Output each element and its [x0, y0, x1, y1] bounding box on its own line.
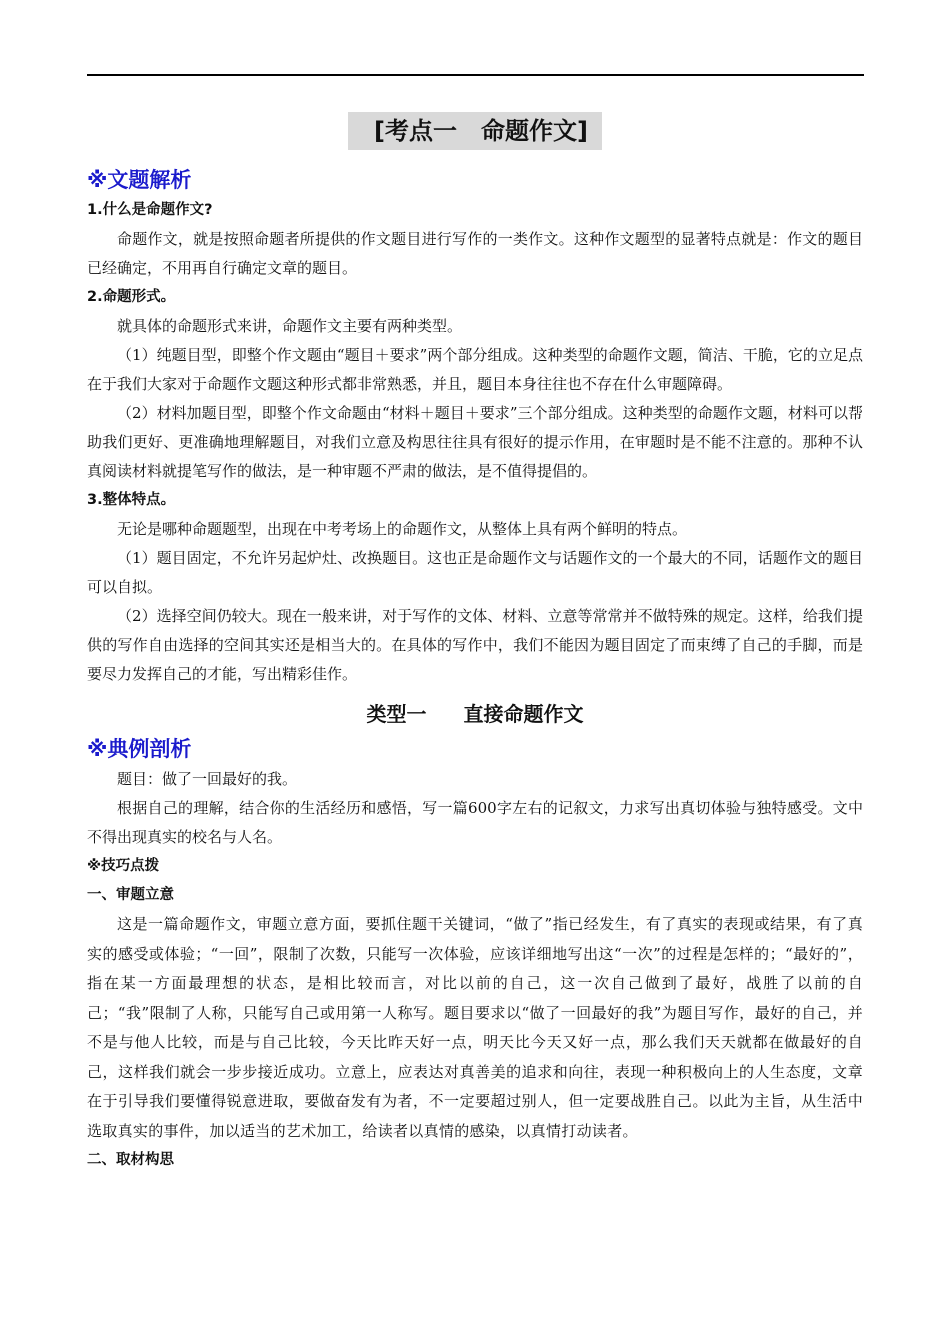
page-title-wrap — [87, 112, 863, 152]
tips-heading: ※技巧点拨 — [87, 858, 160, 874]
q3-paragraph: 无论是哪种命题题型，出现在中考考场上的命题作文，从整体上具有两个鲜明的特点。 — [117, 520, 688, 538]
q2-paragraph: （2）材料加题目型，即整个作文命题由“材料＋题目＋要求”三个部分组成。这种类型的命题作文题，材料可以帮助我们更好、更准确地理解题目，对我们立意及构思往往具有很好的提示作用，在审题时是不能不注意的。那种不认真阅读材料就提笔写作的做法，是一种审题不严肃的做法，是不值得提倡的。 — [87, 404, 863, 480]
example-paragraph: 题目：做了一回最好的我。 — [117, 770, 298, 788]
q2-heading: 2.命题形式。 — [87, 289, 176, 305]
q2-paragraph: （1）纯题目型，即整个作文题由“题目＋要求”两个部分组成。这种类型的命题作文题，简洁、干脆，它的立足点在于我们大家对于命题作文题这种形式都非常熟悉，并且，题目本身往往也不存在什么审题障碍。 — [87, 346, 863, 393]
sub1-heading: 一、审题立意 — [87, 887, 174, 903]
q3-heading: 3.整体特点。 — [87, 492, 176, 508]
type-title: 类型一 直接命题作文 — [366, 702, 584, 726]
section-heading-example: ※典例剖析 — [87, 737, 192, 761]
q1-paragraph: 命题作文，就是按照命题者所提供的作文题目进行写作的一类作文。这种作文题型的显著特点就是：作文的题目已经确定，不用再自行确定文章的题目。 — [87, 230, 863, 277]
page-title: [考点一 命题作文] — [348, 112, 602, 150]
header-rule — [87, 74, 864, 76]
sub2-heading: 二、取材构思 — [87, 1152, 174, 1168]
q2-paragraph: 就具体的命题形式来讲，命题作文主要有两种类型。 — [117, 317, 463, 335]
content — [87, 112, 863, 1175]
sub1-paragraph: 这是一篇命题作文，审题立意方面，要抓住题干关键词，“做了”指已经发生，有了真实的表现或结果，有了真实的感受或体验；“一回”，限制了次数，只能写一次体验，应该详细地写出这“一次”的过程是怎样的；“最好的”，指在某一方面最理想的状态，是相比较而言，对比以前的自己，这一次自己做到了最好，战胜了以前的自己；“我”限制了人称，只能写自己或用第一人称写。题目要求以“做了一回最好的我”为题目写作，最好的自己，并不是与他人比较，而是与自己比较，今天比昨天好一点，明天比今天又好一点，那么我们天天就都在做最好的自己，这样我们就会一步步接近成功。立意上，应表达对真善美的追求和向往，表现一种积极向上的人生态度，文章在于引导我们要懂得锐意进取，要做奋发有为者，不一定要超过别人，但一定要战胜自己。以此为主旨，从生活中选取真实的事件，加以适当的艺术加工，给读者以真情的感染，以真情打动读者。 — [87, 915, 863, 1140]
q1-heading: 1.什么是命题作文? — [87, 202, 213, 218]
example-paragraph: 根据自己的理解，结合你的生活经历和感悟，写一篇600字左右的记叙文，力求写出真切体验与独特感受。文中不得出现真实的校名与人名。 — [87, 799, 863, 846]
q3-paragraph: （1）题目固定，不允许另起炉灶、改换题目。这也正是命题作文与话题作文的一个最大的不同，话题作文的题目可以自拟。 — [87, 549, 863, 596]
q3-paragraph: （2）选择空间仍较大。现在一般来讲，对于写作的文体、材料、立意等常常并不做特殊的规定。这样，给我们提供的写作自由选择的空间其实还是相当大的。在具体的写作中，我们不能因为题目固定了而束缚了自己的手脚，而是要尽力发挥自己的才能，写出精彩佳作。 — [87, 607, 863, 683]
section-heading-analysis: ※文题解析 — [87, 168, 192, 192]
